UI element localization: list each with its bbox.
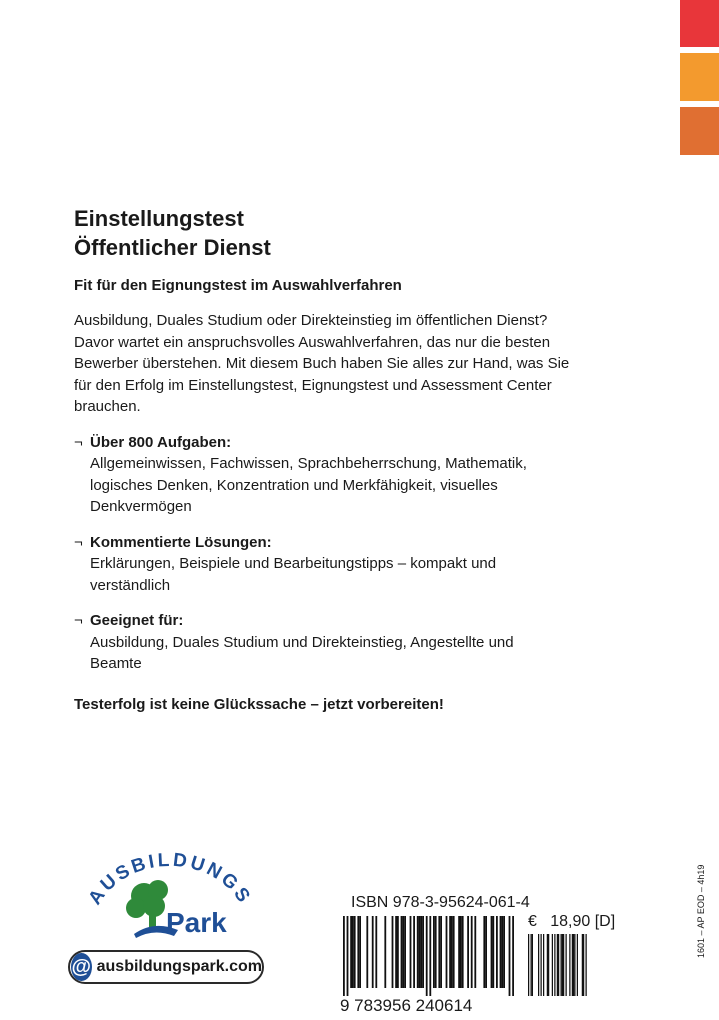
barcode-bar (352, 916, 354, 988)
feature-heading-text: Geeignet für: (90, 612, 184, 629)
barcode-bar (586, 934, 587, 996)
barcode-bar (397, 916, 399, 988)
barcode-bar (440, 916, 442, 988)
barcode-bar (350, 916, 352, 988)
logo-arc-text: AUSBILDUNGS (84, 850, 256, 909)
barcode-bar (531, 934, 532, 996)
ean-barcode (343, 916, 515, 996)
feature-text: Ausbildung, Duales Studium und Direkteinstieg, Angestellte und Beamte (90, 633, 514, 672)
feature-text: Erklärungen, Beispiele und Bearbeitungstipps – kompakt und verständlich (90, 555, 497, 594)
feature-item (74, 432, 634, 518)
feature-heading-text: Kommentierte Lösungen: (90, 533, 272, 551)
barcode-bar (501, 916, 503, 988)
barcode-bar (474, 916, 476, 988)
color-tab-dark-orange (680, 107, 719, 155)
bullet-marker-icon: ¬ (74, 433, 83, 451)
website-url[interactable]: ausbildungspark.com (96, 958, 262, 975)
barcode-bar (438, 916, 440, 988)
barcode-bar (404, 916, 406, 988)
barcode-bar (449, 916, 451, 988)
barcode-bar (569, 934, 570, 996)
price-label (528, 912, 615, 932)
barcode-bar (562, 934, 563, 996)
barcode-bar (509, 916, 511, 996)
barcode-bar (547, 934, 548, 996)
barcode-bar (548, 934, 549, 996)
title-line-2: Öffentlicher Dienst (74, 235, 271, 260)
barcode-bar (384, 916, 386, 988)
feature-text: Allgemeinwissen, Fachwissen, Sprachbeherrschung, Mathematik, logisches Denken, Konzentration und Merkfähigkeit, visuelles Denkvermögen (90, 455, 527, 515)
barcode-bar (420, 916, 422, 988)
title-line-1: Einstellungstest (74, 206, 244, 231)
barcode-bar (460, 916, 462, 988)
barcode-bar (583, 934, 584, 996)
barcode-bar (582, 934, 583, 996)
closing-slogan: Testerfolg ist keine Glückssache – jetzt vorbereiten! (74, 695, 444, 713)
feature-item (74, 610, 634, 675)
barcode-bar (357, 916, 359, 988)
subtitle: Fit für den Eignungstest im Auswahlverfahren (74, 277, 402, 294)
barcode-bar (392, 916, 394, 988)
barcode-bar (446, 916, 448, 988)
ausbildungspark-logo (70, 850, 270, 950)
at-icon: @ (71, 953, 92, 981)
addon-barcode (528, 934, 588, 996)
barcode-bar (354, 916, 356, 988)
barcode-bar (419, 916, 421, 988)
barcode-bar (554, 934, 555, 996)
barcode-bar (366, 916, 368, 988)
book-title (74, 204, 634, 262)
side-code: 1601 – AP EOD – 4h19 (696, 864, 706, 958)
barcode-bar (483, 916, 485, 988)
barcode-bar (426, 916, 428, 996)
barcode-bar (563, 934, 564, 996)
barcode-bar (573, 934, 574, 996)
barcode-bar (557, 934, 558, 996)
barcode-bar (375, 916, 377, 988)
barcode-bar (429, 916, 431, 996)
barcode-bar (401, 916, 403, 988)
barcode-bar (413, 916, 415, 988)
barcode-bar (422, 916, 424, 988)
barcode-bar (577, 934, 578, 996)
barcode-bar (528, 934, 529, 996)
barcode-bar (343, 916, 345, 996)
feature-heading (74, 432, 634, 454)
barcode-bar (512, 916, 514, 996)
color-tab-red (680, 0, 719, 47)
barcode-bar (552, 934, 553, 996)
barcode-bar (503, 916, 505, 988)
barcode-bar (467, 916, 469, 988)
website-link[interactable] (68, 950, 264, 984)
barcode-bar (491, 916, 493, 988)
barcode-bar (462, 916, 464, 988)
feature-heading (74, 532, 634, 554)
barcode-bar (543, 934, 544, 996)
barcode-bar (496, 916, 498, 988)
isbn-label: ISBN 978-3-95624-061-4 (351, 894, 530, 911)
barcode-bar (492, 916, 494, 988)
barcode-bar (485, 916, 487, 988)
feature-item (74, 532, 634, 597)
color-tab-orange (680, 53, 719, 101)
barcode-bar (417, 916, 419, 988)
barcode-bar (402, 916, 404, 988)
barcode-bar (458, 916, 460, 988)
barcode-number: 9 783956 240614 (340, 996, 473, 1015)
barcode-bar (561, 934, 562, 996)
barcode-bar (500, 916, 502, 988)
barcode-bar (359, 916, 361, 988)
barcode-bar (372, 916, 374, 988)
barcode-bar (410, 916, 412, 988)
barcode-bar (558, 934, 559, 996)
back-cover-text (74, 204, 634, 715)
barcode-bar (574, 934, 575, 996)
barcode-bar (566, 934, 567, 996)
barcode-bar (453, 916, 455, 988)
price-amount: 18,90 [D] (550, 913, 616, 930)
logo-park-text: Park (166, 907, 227, 938)
barcode-bar (471, 916, 473, 988)
barcode-bar (395, 916, 397, 988)
barcode-bar (541, 934, 542, 996)
intro-paragraph: Ausbildung, Duales Studium oder Direkteinstieg im öffentlichen Dienst? Davor wartet ein anspruchsvolles Auswahlverfahren, das nur die besten Bewerber überstehen. Mit diesem Buch haben Sie alles zur Hand, was Sie für den Erfolg im Einstellungstest, Eignungstest und Assessment Center brauchen. (74, 312, 570, 415)
feature-list (74, 432, 634, 675)
barcode-bar (538, 934, 539, 996)
currency-symbol: € (528, 913, 537, 930)
barcode-bar (435, 916, 437, 988)
bullet-marker-icon: ¬ (74, 612, 83, 629)
feature-heading-text: Über 800 Aufgaben: (90, 433, 232, 451)
barcode-bar (532, 934, 533, 996)
bullet-marker-icon: ¬ (74, 533, 83, 551)
barcode-bar (572, 934, 573, 996)
barcode-bar (433, 916, 435, 988)
barcode-bar (347, 916, 349, 996)
feature-heading (74, 610, 634, 632)
barcode-bar (451, 916, 453, 988)
